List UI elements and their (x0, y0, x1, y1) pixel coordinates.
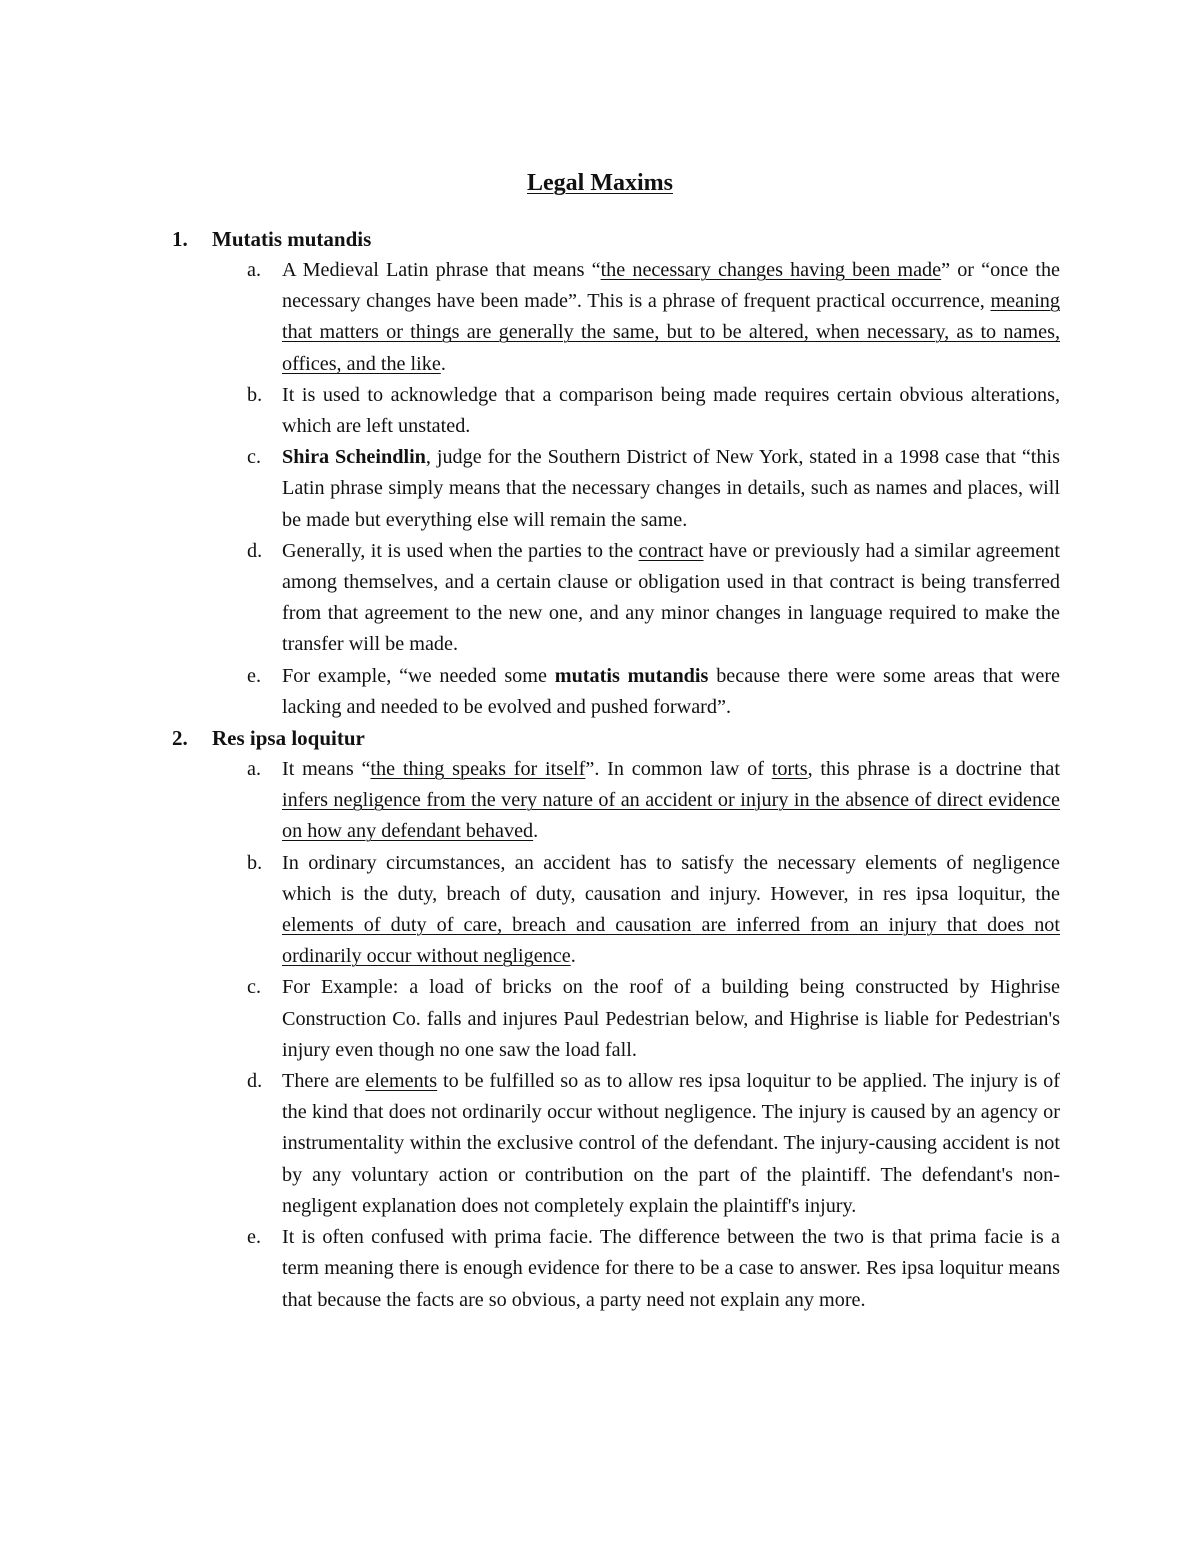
item-marker: e. (247, 664, 262, 687)
bold-phrase: Shira Scheindlin (282, 446, 426, 469)
item-text (282, 1066, 1060, 1222)
section-number: 1. (172, 227, 188, 251)
bold-phrase: mutatis mutandis (554, 664, 709, 687)
page-title: Legal Maxims (527, 170, 673, 196)
text-run: to be fulfilled so as to allow res ipsa loquitur to be applied. The injury is of the kind that does not ordinarily occur without negligence. The injury is caused by an agency or instrumentality within the exclusive control of the defendant. The injury-causing accident is not by any voluntary action or contribution on the part of the plaintiff. The defendant's non-negligent explanation does not completely explain the plaintiff's injury. (282, 1070, 1060, 1217)
item-text (282, 848, 1060, 973)
maxim-section (172, 224, 1060, 723)
item-marker: d. (247, 1070, 263, 1093)
list-item (172, 754, 1060, 848)
item-marker: c. (247, 976, 262, 999)
item-text (282, 661, 1060, 723)
underlined-phrase: the thing speaks for itself (370, 758, 586, 781)
text-run: . (440, 352, 446, 375)
text-run: ” or “once the necessary changes have been made”. This is a phrase of frequent practical occurrence, (282, 259, 1060, 313)
list-item (172, 255, 1060, 380)
text-run: ”. In common law of (585, 758, 772, 781)
list-item (172, 536, 1060, 661)
section-title: Res ipsa loquitur (212, 726, 365, 751)
section-heading (172, 224, 1060, 255)
text-run: because there were some areas that were lacking and needed to be evolved and pushed forward”. (282, 664, 1061, 718)
item-marker: c. (247, 446, 262, 469)
item-marker: d. (247, 539, 263, 562)
underlined-phrase: the necessary changes having been made (600, 259, 942, 281)
text-run: , this phrase is a doctrine that (807, 758, 1060, 781)
list-item (172, 442, 1060, 536)
section-items (172, 255, 1060, 723)
maxim-section (172, 723, 1060, 1316)
item-marker: b. (247, 851, 263, 874)
item-text (282, 380, 1060, 442)
item-text (282, 536, 1060, 661)
maxims-list (172, 224, 1060, 1316)
item-text (282, 442, 1060, 536)
text-run: , judge for the Southern District of New York, stated in a 1998 case that “this Latin phrase simply means that the necessary changes in details, such as names and places, will be made but everything else will remain the same. (282, 446, 1060, 531)
item-marker: a. (247, 758, 262, 781)
underlined-phrase: elements (365, 1070, 438, 1093)
text-run: have or previously had a similar agreement among themselves, and a certain clause or obligation used in that contract is being transferred from that agreement to the new one, and any minor changes in language required to make the transfer will be made. (282, 539, 1061, 656)
text-run: It means “ (282, 758, 371, 781)
item-text (282, 972, 1060, 1066)
text-run: There are (282, 1070, 366, 1093)
list-item (172, 1222, 1060, 1316)
text-run: For Example: a load of bricks on the roof of a building being constructed by Highrise Construction Co. falls and injures Paul Pedestrian below, and Highrise is liable for Pedestrian's injury even though no one saw the load fall. (282, 976, 1060, 1061)
section-title: Mutatis mutandis (212, 227, 372, 251)
underlined-phrase: infers negligence from the very nature of an accident or injury in the absence of direct evidence on how any defendant behaved (282, 789, 1060, 843)
list-item (172, 380, 1060, 442)
text-run: . (570, 945, 576, 968)
list-item (172, 661, 1060, 723)
item-text (282, 1222, 1060, 1316)
item-text (282, 754, 1060, 848)
list-item (172, 848, 1060, 973)
underlined-phrase: meaning that matters or things are generally the same, but to be altered, when necessary, as to names, offices, and the like (282, 290, 1060, 375)
section-heading (172, 723, 1060, 754)
text-run: For example, “we needed some (282, 664, 555, 687)
text-run: A Medieval Latin phrase that means “ (282, 259, 601, 281)
underlined-phrase: contract (638, 539, 704, 562)
text-run: Generally, it is used when the parties to the (282, 539, 639, 562)
list-item (172, 1066, 1060, 1222)
text-run: In ordinary circumstances, an accident has to satisfy the necessary elements of negligence which is the duty, breach of duty, causation and injury. However, in res ipsa loquitur, the (282, 851, 1060, 905)
item-marker: a. (247, 259, 262, 281)
underlined-phrase: elements of duty of care, breach and causation are inferred from an injury that does not ordinarily occur without negligence (282, 914, 1060, 968)
underlined-phrase: torts (771, 758, 808, 781)
section-number: 2. (172, 726, 188, 751)
text-run: . (533, 820, 539, 843)
text-run: It is often confused with prima facie. The difference between the two is that prima facie is a term meaning there is enough evidence for there to be a case to answer. Res ipsa loquitur means that because the facts are so obvious, a party need not explain any more. (282, 1226, 1060, 1311)
list-item (172, 972, 1060, 1066)
text-run: It is used to acknowledge that a comparison being made requires certain obvious alterations, which are left unstated. (282, 383, 1060, 438)
item-marker: e. (247, 1226, 262, 1249)
item-text (282, 255, 1060, 380)
section-items (172, 754, 1060, 1316)
item-marker: b. (247, 383, 263, 406)
